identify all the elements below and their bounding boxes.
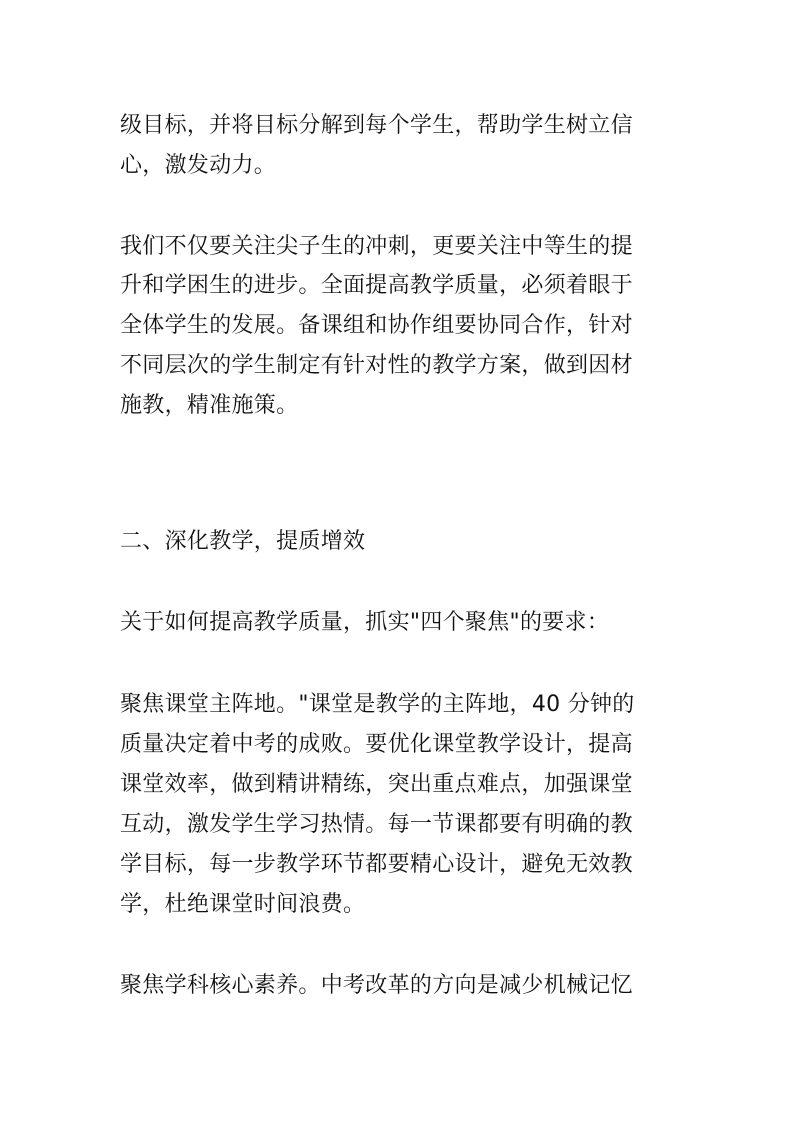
- paragraph-5-line-6: 学，杜绝课堂时间浪费。: [120, 892, 366, 917]
- paragraph-6-line-1: 聚焦学科核心素养。中考改革的方向是减少机械记忆: [120, 973, 633, 998]
- paragraph-2-line-1: 我们不仅要关注尖子生的冲刺，更要关注中等生的提: [120, 234, 633, 259]
- paragraph-5-line-3: 课堂效率，做到精讲精练，突出重点难点，加强课堂: [120, 772, 633, 797]
- paragraph-2-line-2: 升和学困生的进步。全面提高教学质量，必须着眼于: [120, 273, 633, 298]
- paragraph-5-line-5: 学目标，每一步教学环节都要精心设计，避免无效教: [120, 852, 633, 877]
- paragraph-2-line-4: 不同层次的学生制定有针对性的教学方案，做到因材: [120, 353, 633, 378]
- paragraph-5-line-4: 互动，激发学生学习热情。每一节课都要有明确的教: [120, 812, 633, 837]
- section-heading: 二、深化教学，提质增效: [120, 529, 366, 554]
- paragraph-1-line-2: 心，激发动力。: [120, 153, 277, 178]
- paragraph-1-line-1: 级目标，并将目标分解到每个学生，帮助学生树立信: [120, 113, 633, 138]
- paragraph-4-line-1: 关于如何提高教学质量，抓实"四个聚焦"的要求：: [120, 610, 610, 635]
- paragraph-2-line-5: 施教，精准施策。: [120, 393, 299, 418]
- paragraph-2-line-3: 全体学生的发展。备课组和协作组要协同合作，针对: [120, 313, 633, 338]
- paragraph-5-line-1: 聚焦课堂主阵地。"课堂是教学的主阵地，40 分钟的: [120, 692, 635, 717]
- paragraph-5-line-2: 质量决定着中考的成败。要优化课堂教学设计，提高: [120, 732, 633, 757]
